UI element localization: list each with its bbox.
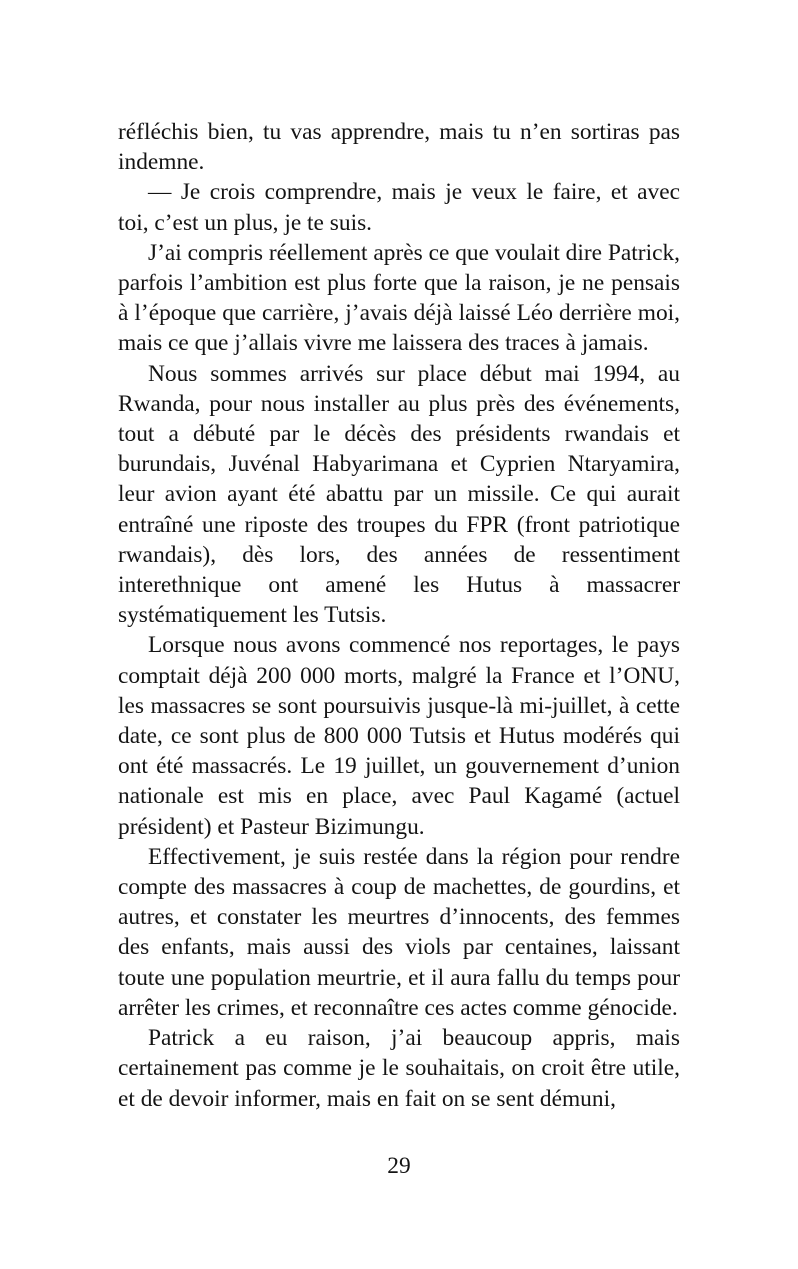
paragraph: J’ai compris réellement après ce que voulait dire Patrick, parfois l’ambition est plus forte que la raison, je ne pensais à l’époque que carrière, j’avais déjà laissé Léo derrière moi, mais ce que j’allais vivre me laissera des traces à jamais. <box>118 239 680 357</box>
page-body <box>118 117 680 1114</box>
paragraph: Patrick a eu raison, j’ai beaucoup appris, mais certainement pas comme je le souhaitais, on croit être utile, et de devoir informer, mais en fait on se sent démuni, <box>118 1025 680 1112</box>
paragraph-continuation: réfléchis bien, tu vas apprendre, mais tu n’en sortiras pas indemne. <box>118 119 680 176</box>
paragraph: Lorsque nous avons commencé nos reportages, le pays comptait déjà 200 000 morts, malgré la France et l’ONU, les massacres se sont poursuivis jusque-là mi-juillet, à cette date, ce sont plus de 800 000 Tutsis et Hutus modérés qui ont été massacrés. Le 19 juillet, un gouvernement d’union nationale est mis en place, avec Paul Kagamé (actuel président) et Pasteur Bizimungu. <box>118 632 680 840</box>
page-number: 29 <box>387 1153 411 1179</box>
paragraph-dialogue: — Je crois comprendre, mais je veux le faire, et avec toi, c’est un plus, je te suis. <box>118 179 680 236</box>
paragraph: Nous sommes arrivés sur place début mai 1994, au Rwanda, pour nous installer au plus près des événements, tout a débuté par le décès des présidents rwandais et burundais, Juvénal Habyarimana et Cyprien Ntaryamira, leur avion ayant été abattu par un missile. Ce qui aurait entraîné une riposte des troupes du FPR (front patriotique rwandais), dès lors, des années de ressentiment interethnique ont amené les Hutus à massacrer systématiquement les Tutsis. <box>118 360 680 629</box>
paragraph: Effectivement, je suis restée dans la région pour rendre compte des massacres à coup de machettes, de gourdins, et autres, et constater les meurtres d’innocents, des femmes des enfants, mais aussi des viols par centaines, laissant toute une population meurtrie, et il aura fallu du temps pour arrêter les crimes, et reconnaître ces actes comme génocide. <box>118 843 680 1021</box>
